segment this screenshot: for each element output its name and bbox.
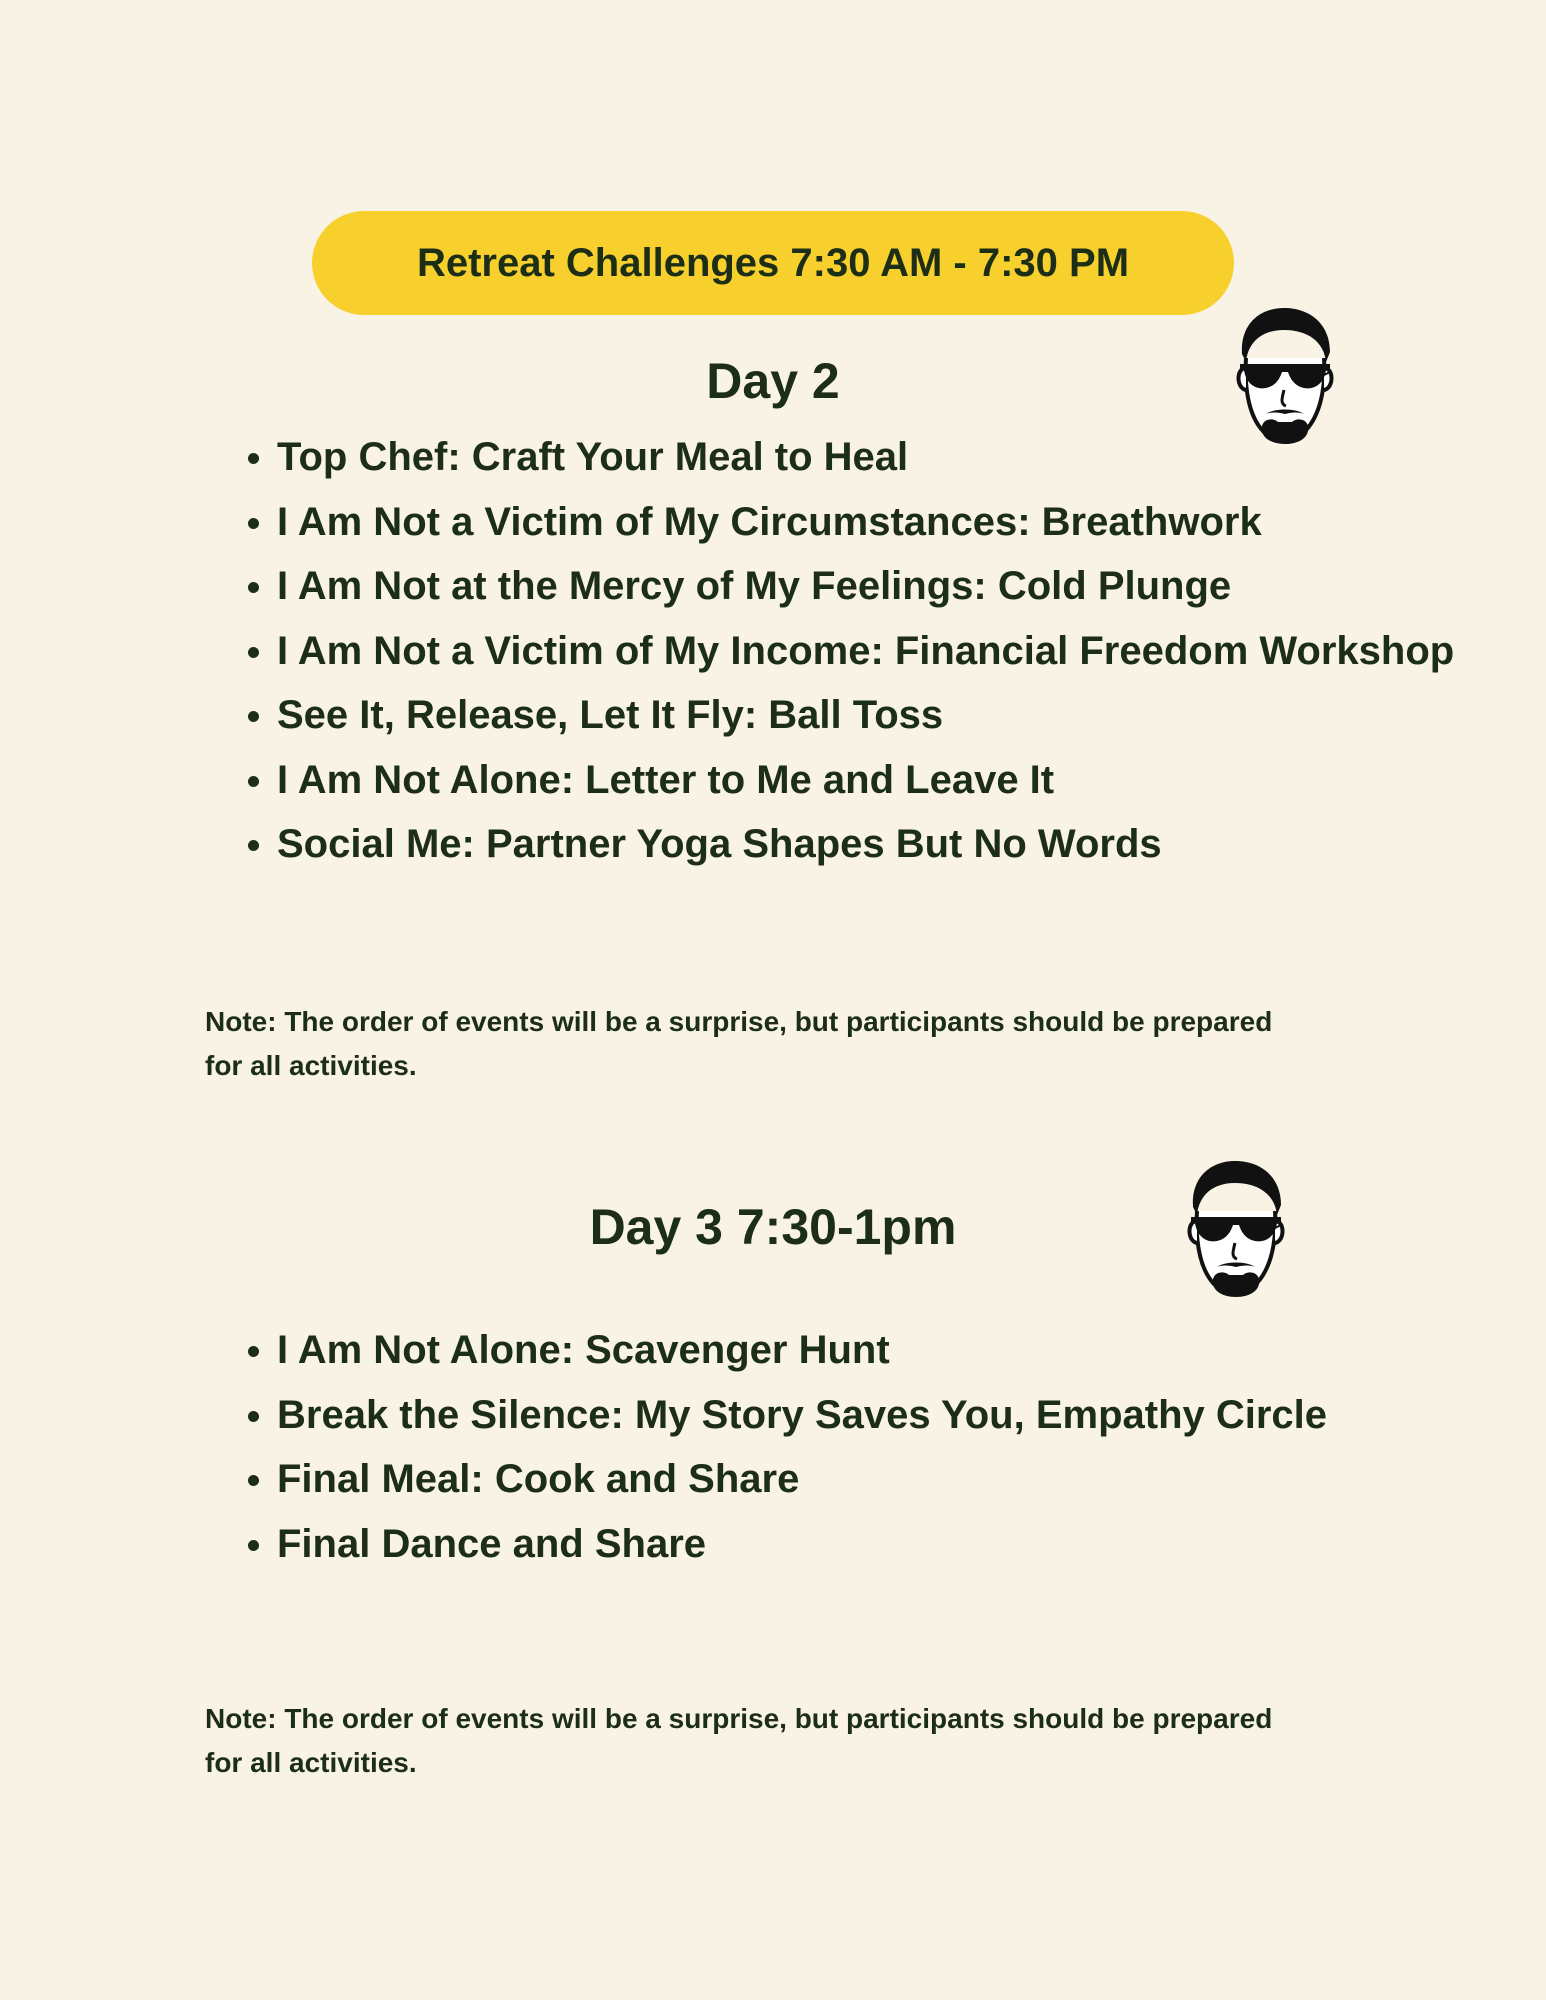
man-with-sunglasses-icon: [1177, 1155, 1291, 1299]
list-item: • I Am Not Alone: Letter to Me and Leave It: [277, 748, 1457, 813]
list-item: • See It, Release, Let It Fly: Ball Toss: [277, 683, 1457, 748]
day3-heading: Day 3 7:30-1pm: [589, 1199, 957, 1255]
day2-note: Note: The order of events will be a surprise, but participants should be prepared for all activities.: [205, 1006, 1273, 1081]
list-item: • Social Me: Partner Yoga Shapes But No Words: [277, 812, 1457, 877]
list-item: • Break the Silence: My Story Saves You, Empathy Circle: [277, 1383, 1457, 1448]
list-item: • Top Chef: Craft Your Meal to Heal: [277, 425, 1457, 490]
day2-heading: Day 2: [706, 353, 840, 409]
list-item: • I Am Not at the Mercy of My Feelings: Cold Plunge: [277, 554, 1457, 619]
day3-activity-list: [230, 1318, 1457, 1576]
banner-title: Retreat Challenges 7:30 AM - 7:30 PM: [416, 240, 1130, 285]
list-item: • I Am Not a Victim of My Income: Financial Freedom Workshop: [277, 619, 1457, 684]
list-item: • Final Meal: Cook and Share: [277, 1447, 1457, 1512]
list-item: • Final Dance and Share: [277, 1512, 1457, 1577]
title-banner: [312, 211, 1234, 315]
list-item: • I Am Not a Victim of My Circumstances: Breathwork: [277, 490, 1457, 555]
day2-activity-list: [230, 425, 1457, 877]
day3-note: Note: The order of events will be a surprise, but participants should be prepared for all activities.: [205, 1703, 1273, 1778]
list-item: • I Am Not Alone: Scavenger Hunt: [277, 1318, 1457, 1383]
